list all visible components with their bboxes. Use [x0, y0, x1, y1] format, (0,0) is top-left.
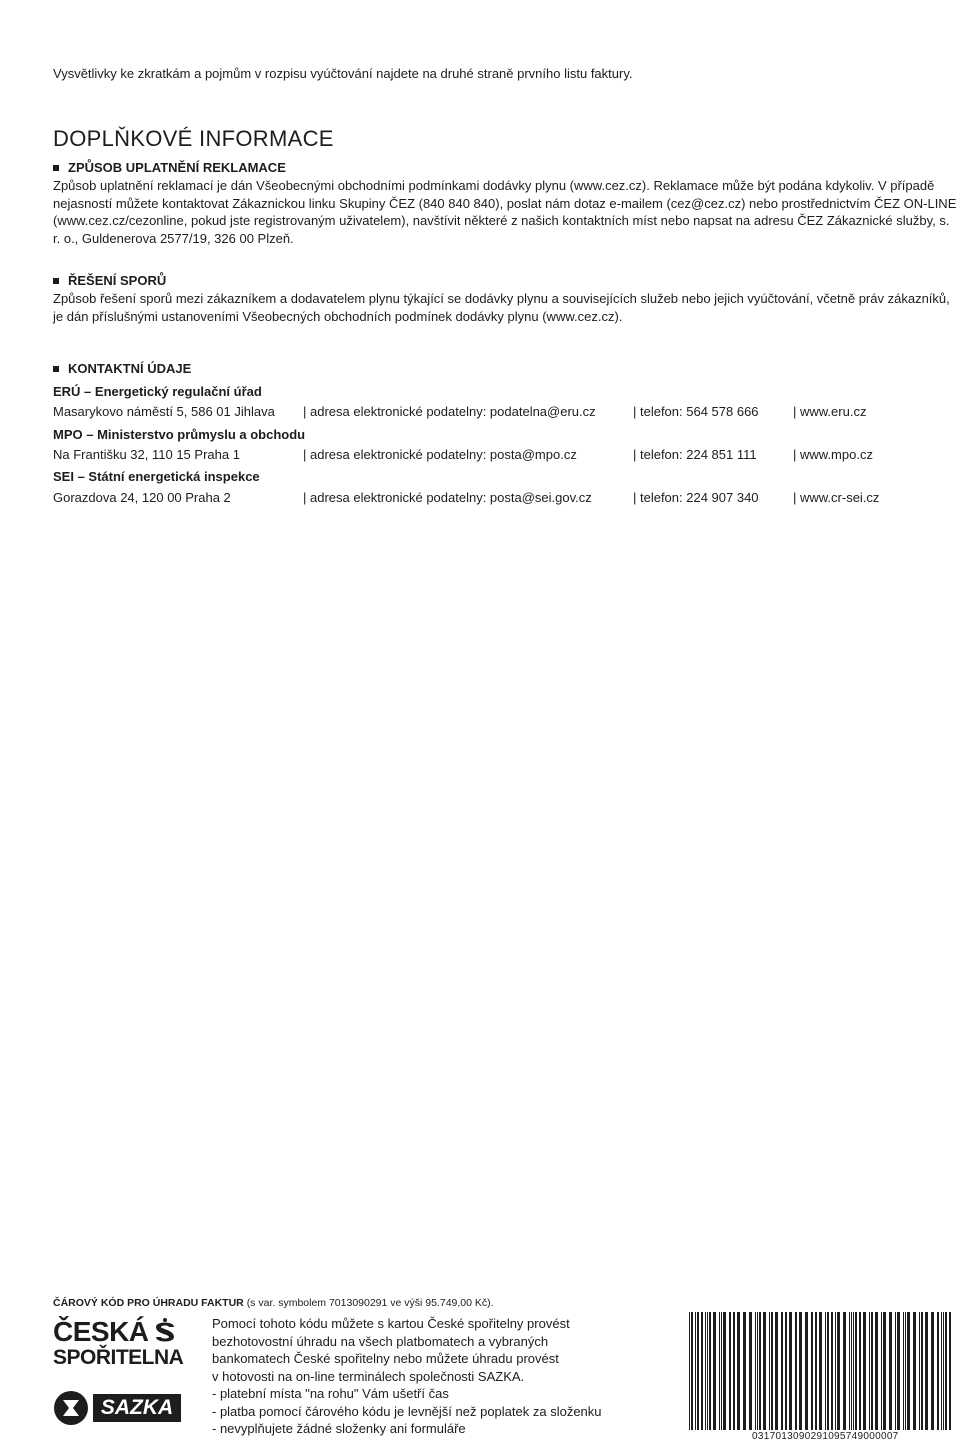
org-name-eru: ERÚ – Energetický regulační úřad: [53, 384, 262, 399]
barcode-bar: [875, 1312, 878, 1430]
section-complaints-heading: [53, 160, 286, 175]
barcode-bar: [789, 1312, 792, 1430]
contact-web: | www.eru.cz: [793, 404, 867, 419]
barcode-bar: [827, 1312, 829, 1430]
barcode-bar: [771, 1312, 773, 1430]
barcode-bar: [831, 1312, 833, 1430]
barcode-bar: [769, 1312, 770, 1430]
payment-barcode: [688, 1312, 955, 1430]
barcode-bar: [701, 1312, 703, 1430]
barcode-bar: [949, 1312, 951, 1430]
barcode-bar: [775, 1312, 778, 1430]
barcode-bar: [919, 1312, 920, 1430]
barcode-bar: [863, 1312, 866, 1430]
barcode-bar: [705, 1312, 706, 1430]
org-name-sei: SEI – Státní energetická inspekce: [53, 469, 260, 484]
contact-row-sei: [53, 490, 958, 508]
contact-portal: | adresa elektronické podatelny: podatelna@eru.cz: [303, 404, 596, 419]
barcode-bar: [835, 1312, 836, 1430]
logo-line1: ČESKÁ: [53, 1316, 149, 1347]
contact-phone: | telefon: 564 578 666: [633, 404, 759, 419]
barcode-number: 0317013090291095749000007: [752, 1431, 899, 1442]
barcode-bar: [871, 1312, 873, 1430]
barcode-bar: [859, 1312, 861, 1430]
contact-phone: | telefon: 224 907 340: [633, 490, 759, 505]
barcode-bar: [881, 1312, 882, 1430]
description-line: - nevyplňujete žádné složenky ani formuláře: [212, 1421, 466, 1436]
logo-line2: SPOŘITELNA: [53, 1346, 184, 1369]
description-line: v hotovosti na on-line terminálech společnosti SAZKA.: [212, 1368, 525, 1384]
contact-address: Masarykovo náměstí 5, 586 01 Jihlava: [53, 404, 275, 419]
description-line: - platební místa "na rohu" Vám ušetří čas: [212, 1386, 449, 1401]
complaints-text: Způsob uplatnění reklamací je dán Všeobecnými obchodními podmínkami dodávky plynu (www.cez.cz). Reklamace může být podána kdykoliv. V případě nejasností můžete kontaktovat Zákaznickou linku Skupiny ČEZ (840 840 840), poslat nám dotaz e-mailem (cez@cez.cz) nebo prostřednictvím ČEZ ON-LINE (www.cez.cz/cezonline, pokud jste registrovaným uživatelem), navštívit některé z našich kontaktních míst nebo napsat na adresu ČEZ Zákaznické služby, s. r. o., Guldenerova 2577/19, 326 00 Plzeň.: [53, 178, 957, 246]
barcode-bar: [945, 1312, 947, 1430]
barcode-bar: [707, 1312, 708, 1430]
barcode-bar: [883, 1312, 886, 1430]
barcode-bar: [723, 1312, 726, 1430]
barcode-bar: [925, 1312, 928, 1430]
barcode-bar: [713, 1312, 716, 1430]
org-name-mpo: MPO – Ministerstvo průmyslu a obchodu: [53, 427, 306, 442]
bullet-icon: [53, 278, 59, 284]
barcode-bar: [849, 1312, 850, 1430]
sazka-logo-text: SAZKA: [100, 1396, 174, 1419]
barcode-bar: [905, 1312, 906, 1430]
barcode-bar: [853, 1312, 854, 1430]
contact-portal: | adresa elektronické podatelny: posta@mpo.cz: [303, 447, 577, 462]
barcode-bar: [941, 1312, 942, 1430]
barcode-bar: [689, 1312, 690, 1430]
section-disputes-heading: [53, 273, 166, 288]
barcode-bar: [691, 1312, 693, 1430]
contact-web: | www.mpo.cz: [793, 447, 873, 462]
contact-row-mpo: [53, 447, 958, 465]
page-title: DOPLŇKOVÉ INFORMACE: [53, 126, 334, 151]
contact-row-eru: [53, 404, 958, 422]
barcode-bar: [781, 1312, 783, 1430]
contact-address: Gorazdova 24, 120 00 Praha 2: [53, 490, 231, 505]
contact-portal: | adresa elektronické podatelny: posta@sei.gov.cz: [303, 490, 592, 505]
barcode-bar: [763, 1312, 766, 1430]
barcode-bar: [907, 1312, 910, 1430]
barcode-bar: [913, 1312, 916, 1430]
barcode-description: [212, 1315, 652, 1438]
barcode-bar: [889, 1312, 892, 1430]
barcode-bar: [819, 1312, 822, 1430]
description-line: - platba pomocí čárového kódu je levnější než poplatek za složenku: [212, 1403, 602, 1419]
description-line: bankomatech České spořitelny nebo můžete úhradu provést: [212, 1351, 559, 1366]
barcode-bar: [811, 1312, 813, 1430]
description-line: bezhotovostní úhradu na všech platbomatech a vybraných: [212, 1333, 549, 1349]
barcode-bar: [843, 1312, 846, 1430]
barcode-bar: [757, 1312, 758, 1430]
section-contacts-heading: [53, 361, 191, 376]
barcode-bar: [837, 1312, 840, 1430]
barcode-bar: [733, 1312, 735, 1430]
barcode-section-heading: [53, 1297, 494, 1309]
contact-phone: | telefon: 224 851 111: [633, 447, 757, 462]
barcode-bar: [869, 1312, 870, 1430]
barcode-bar: [785, 1312, 787, 1430]
barcode-bar: [825, 1312, 826, 1430]
barcode-bar: [729, 1312, 731, 1430]
barcode-bar: [697, 1312, 699, 1430]
barcode-bar: [937, 1312, 939, 1430]
section-title: KONTAKTNÍ ÚDAJE: [68, 361, 192, 376]
barcode-bar: [759, 1312, 761, 1430]
barcode-bar: [709, 1312, 711, 1430]
sazka-logo: [53, 1386, 183, 1430]
intro-text: Vysvětlivky ke zkratkám a pojmům v rozpisu vyúčtování najdete na druhé straně prvního listu faktury.: [53, 66, 633, 81]
barcode-bar: [721, 1312, 722, 1430]
contact-address: Na Františku 32, 110 15 Praha 1: [53, 447, 240, 462]
bullet-icon: [53, 366, 59, 372]
barcode-bar: [815, 1312, 817, 1430]
barcode-section-subtitle: (s var. symbolem 7013090291 ve výši 95.749,00 Kč).: [246, 1297, 494, 1309]
barcode-bar: [851, 1312, 852, 1430]
sporitelna-s-icon: [152, 1318, 178, 1346]
barcode-bar: [931, 1312, 934, 1430]
barcode-section-title: ČÁROVÝ KÓD PRO ÚHRADU FAKTUR: [53, 1297, 244, 1309]
barcode-bar: [895, 1312, 896, 1430]
barcode-bar: [897, 1312, 900, 1430]
contact-web: | www.cr-sei.cz: [793, 490, 880, 505]
barcode-bar: [755, 1312, 756, 1430]
description-line: Pomocí tohoto kódu můžete s kartou České spořitelny provést: [212, 1316, 570, 1331]
disputes-text: Způsob řešení sporů mezi zákazníkem a dodavatelem plynu týkající se dodávky plynu a souvisejících služeb nebo jejich vyúčtování, včetně práv zákazníků, je dán příslušnými ustanoveními Všeobecných obchodních podmínek dodávky plynu (www.cez.cz).: [53, 291, 950, 324]
barcode-bar: [805, 1312, 808, 1430]
barcode-bar: [749, 1312, 752, 1430]
barcode-bar: [695, 1312, 696, 1430]
barcode-bar: [943, 1312, 944, 1430]
barcode-bar: [903, 1312, 904, 1430]
barcode-bar: [719, 1312, 720, 1430]
barcode-bar: [737, 1312, 740, 1430]
barcode-bar: [921, 1312, 923, 1430]
barcode-bar: [855, 1312, 857, 1430]
barcode-bar: [795, 1312, 797, 1430]
section-title: ZPŮSOB UPLATNĚNÍ REKLAMACE: [68, 160, 286, 175]
barcode-bar: [799, 1312, 802, 1430]
barcode-bar: [743, 1312, 746, 1430]
ceska-sporitelna-logo: [53, 1318, 193, 1370]
bullet-icon: [53, 165, 59, 171]
section-title: ŘEŠENÍ SPORŮ: [68, 273, 167, 288]
